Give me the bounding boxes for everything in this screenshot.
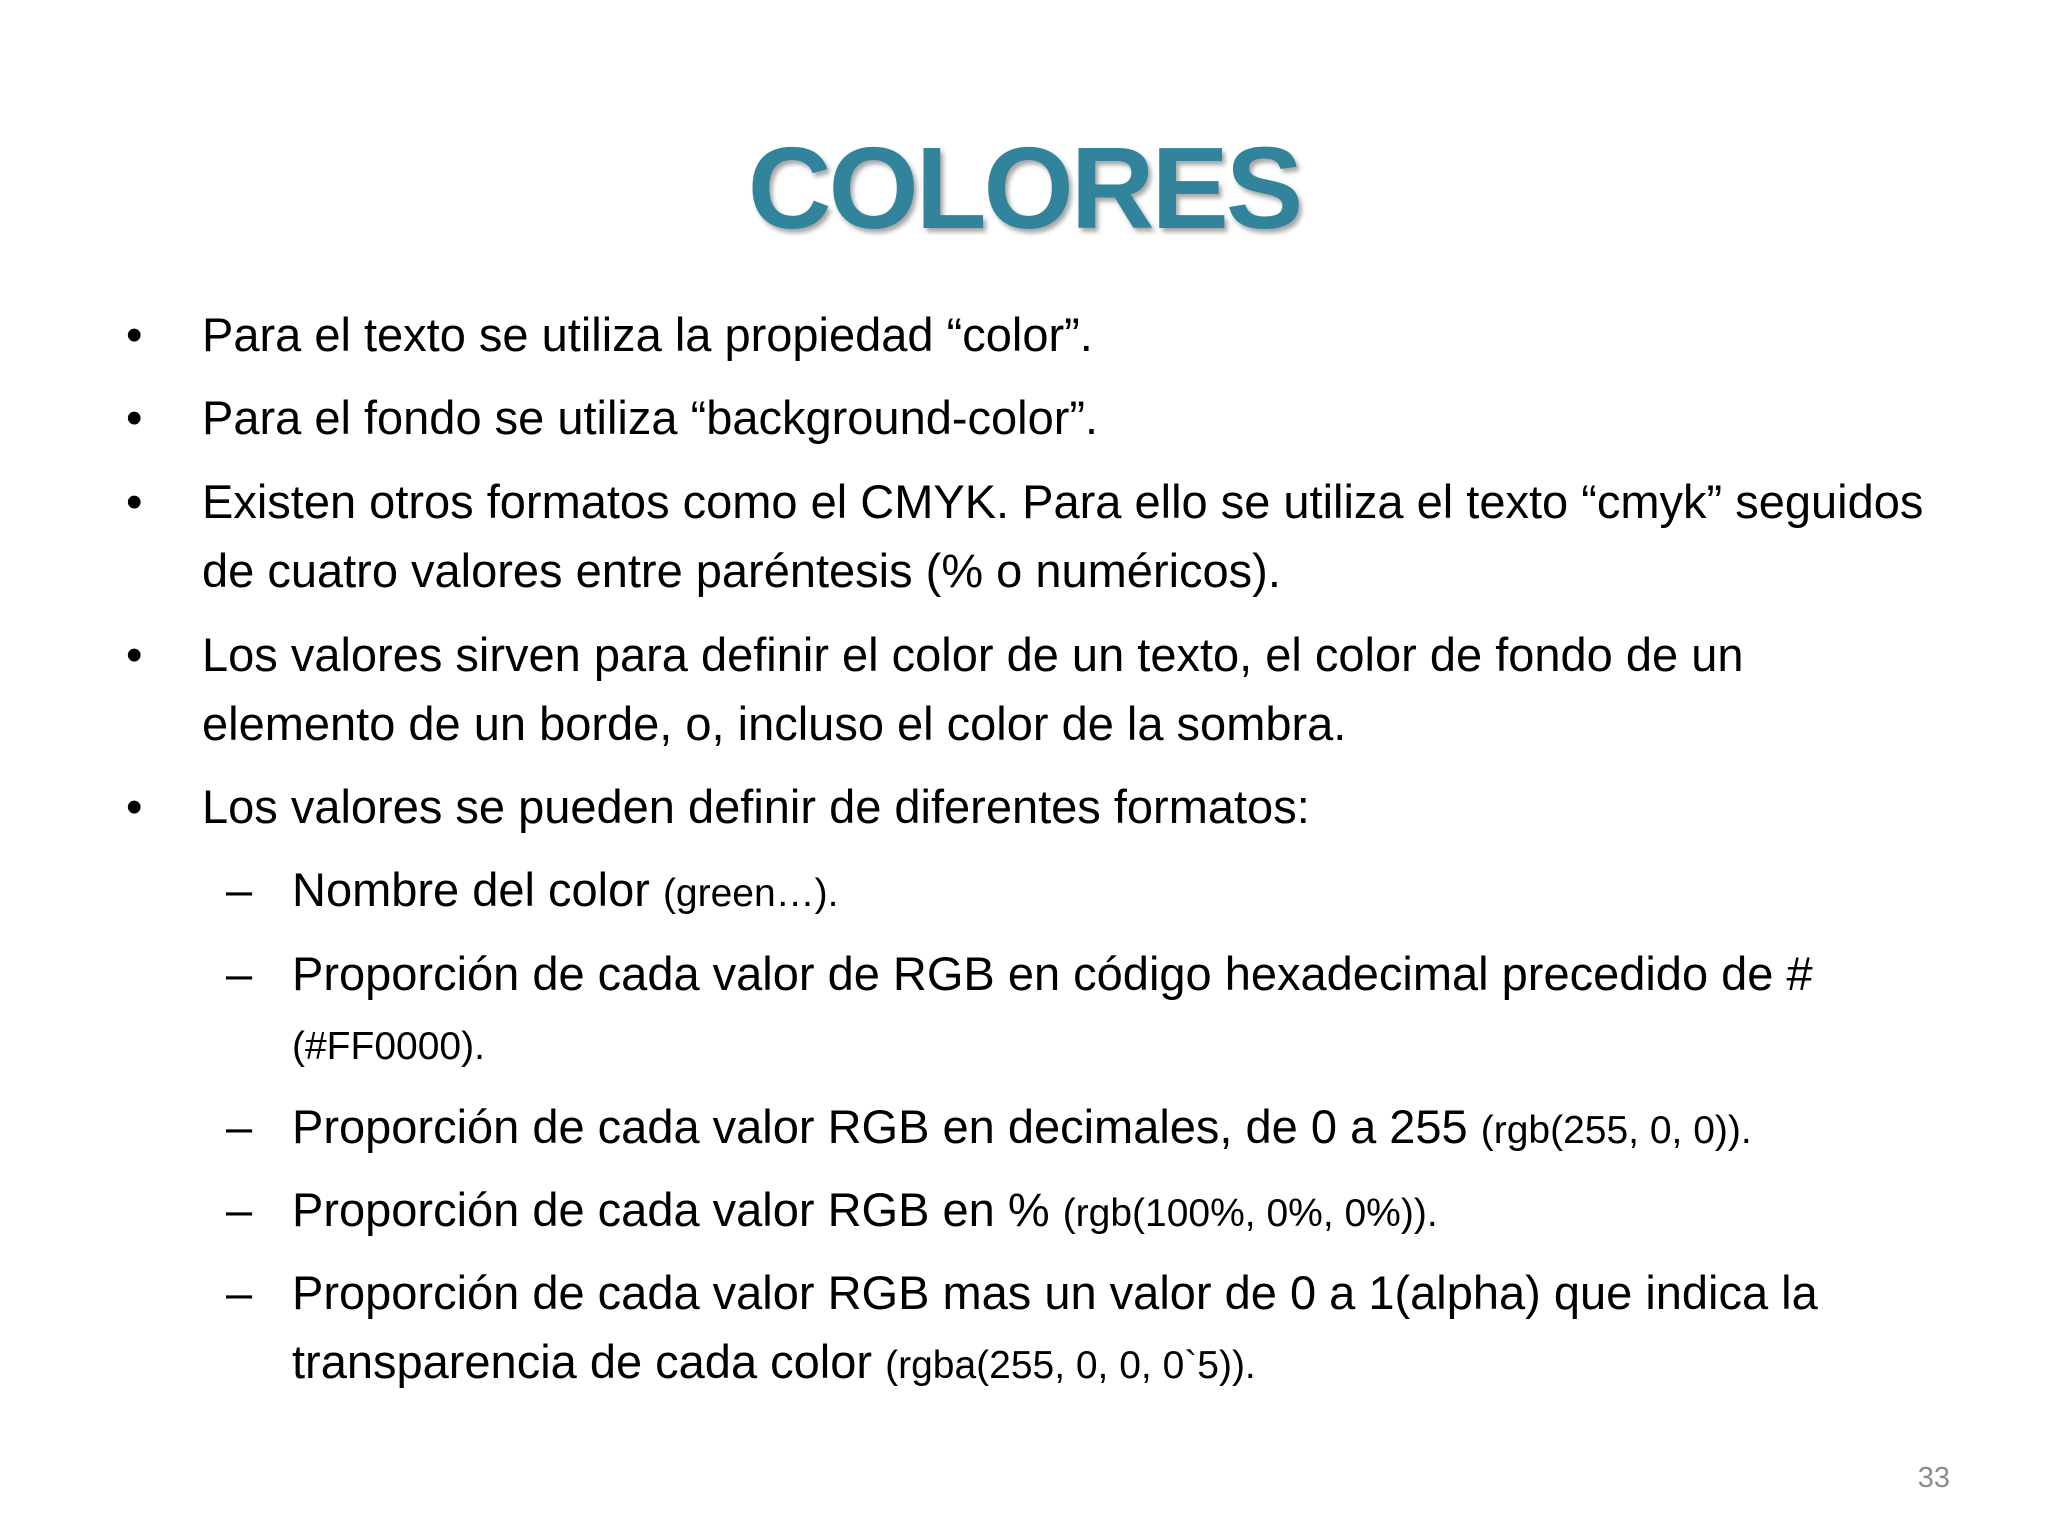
bullet-item (126, 772, 1942, 841)
bullet-text: Para el fondo se utiliza “background-color”. (202, 391, 1099, 444)
sub-bullet-example: (green…). (662, 872, 839, 915)
bullet-marker: • (126, 391, 143, 444)
sub-bullet-item (226, 855, 1942, 928)
bullet-item (126, 383, 1942, 452)
sub-bullet-text: Proporción de cada valor RGB mas un valor de 0 a 1(alpha) que indica la transparencia de cada color (292, 1266, 1818, 1388)
dash-marker: – (226, 947, 253, 1000)
dash-marker: – (226, 863, 253, 916)
bullet-text: Para el texto se utiliza la propiedad “color”. (202, 308, 1093, 361)
bullet-item (126, 620, 1942, 758)
bullet-marker: • (126, 308, 143, 361)
sub-bullet-item (226, 939, 1942, 1081)
bullet-marker: • (126, 628, 143, 681)
sub-bullet-example: (rgb(255, 0, 0)). (1480, 1109, 1752, 1152)
dash-marker: – (226, 1266, 253, 1319)
bullet-item (126, 467, 1942, 605)
sub-bullet-item (226, 1175, 1942, 1248)
sub-bullet-text: Proporción de cada valor RGB en % (292, 1183, 1050, 1236)
page-number: 33 (1917, 1462, 1950, 1494)
sub-bullet-example: (rgb(100%, 0%, 0%)). (1062, 1192, 1438, 1235)
dash-marker: – (226, 1183, 253, 1236)
dash-marker: – (226, 1100, 253, 1153)
bullet-item (126, 300, 1942, 369)
sub-bullet-text: Proporción de cada valor de RGB en código hexadecimal precedido de # (292, 947, 1813, 1000)
bullet-text: Los valores sirven para definir el color de un texto, el color de fondo de un elemento de un borde, o, incluso el color de la sombra. (202, 628, 1744, 750)
sub-bullet-text: Nombre del color (292, 863, 650, 916)
bullet-marker: • (126, 475, 143, 528)
sub-bullet-item (226, 1258, 1942, 1400)
sub-bullet-item (226, 1092, 1942, 1165)
sub-bullet-example: (#FF0000). (292, 1025, 485, 1068)
sub-bullet-text: Proporción de cada valor RGB en decimales, de 0 a 255 (292, 1100, 1468, 1153)
sub-bullet-example: (rgba(255, 0, 0, 0`5)). (885, 1344, 1256, 1387)
slide-title: COLORES (747, 123, 1301, 253)
bullet-text: Los valores se pueden definir de diferentes formatos: (202, 780, 1310, 833)
bullet-marker: • (126, 780, 143, 833)
bullet-text: Existen otros formatos como el CMYK. Para ello se utiliza el texto “cmyk” seguidos de cuatro valores entre paréntesis (% o numéricos). (202, 475, 1924, 597)
